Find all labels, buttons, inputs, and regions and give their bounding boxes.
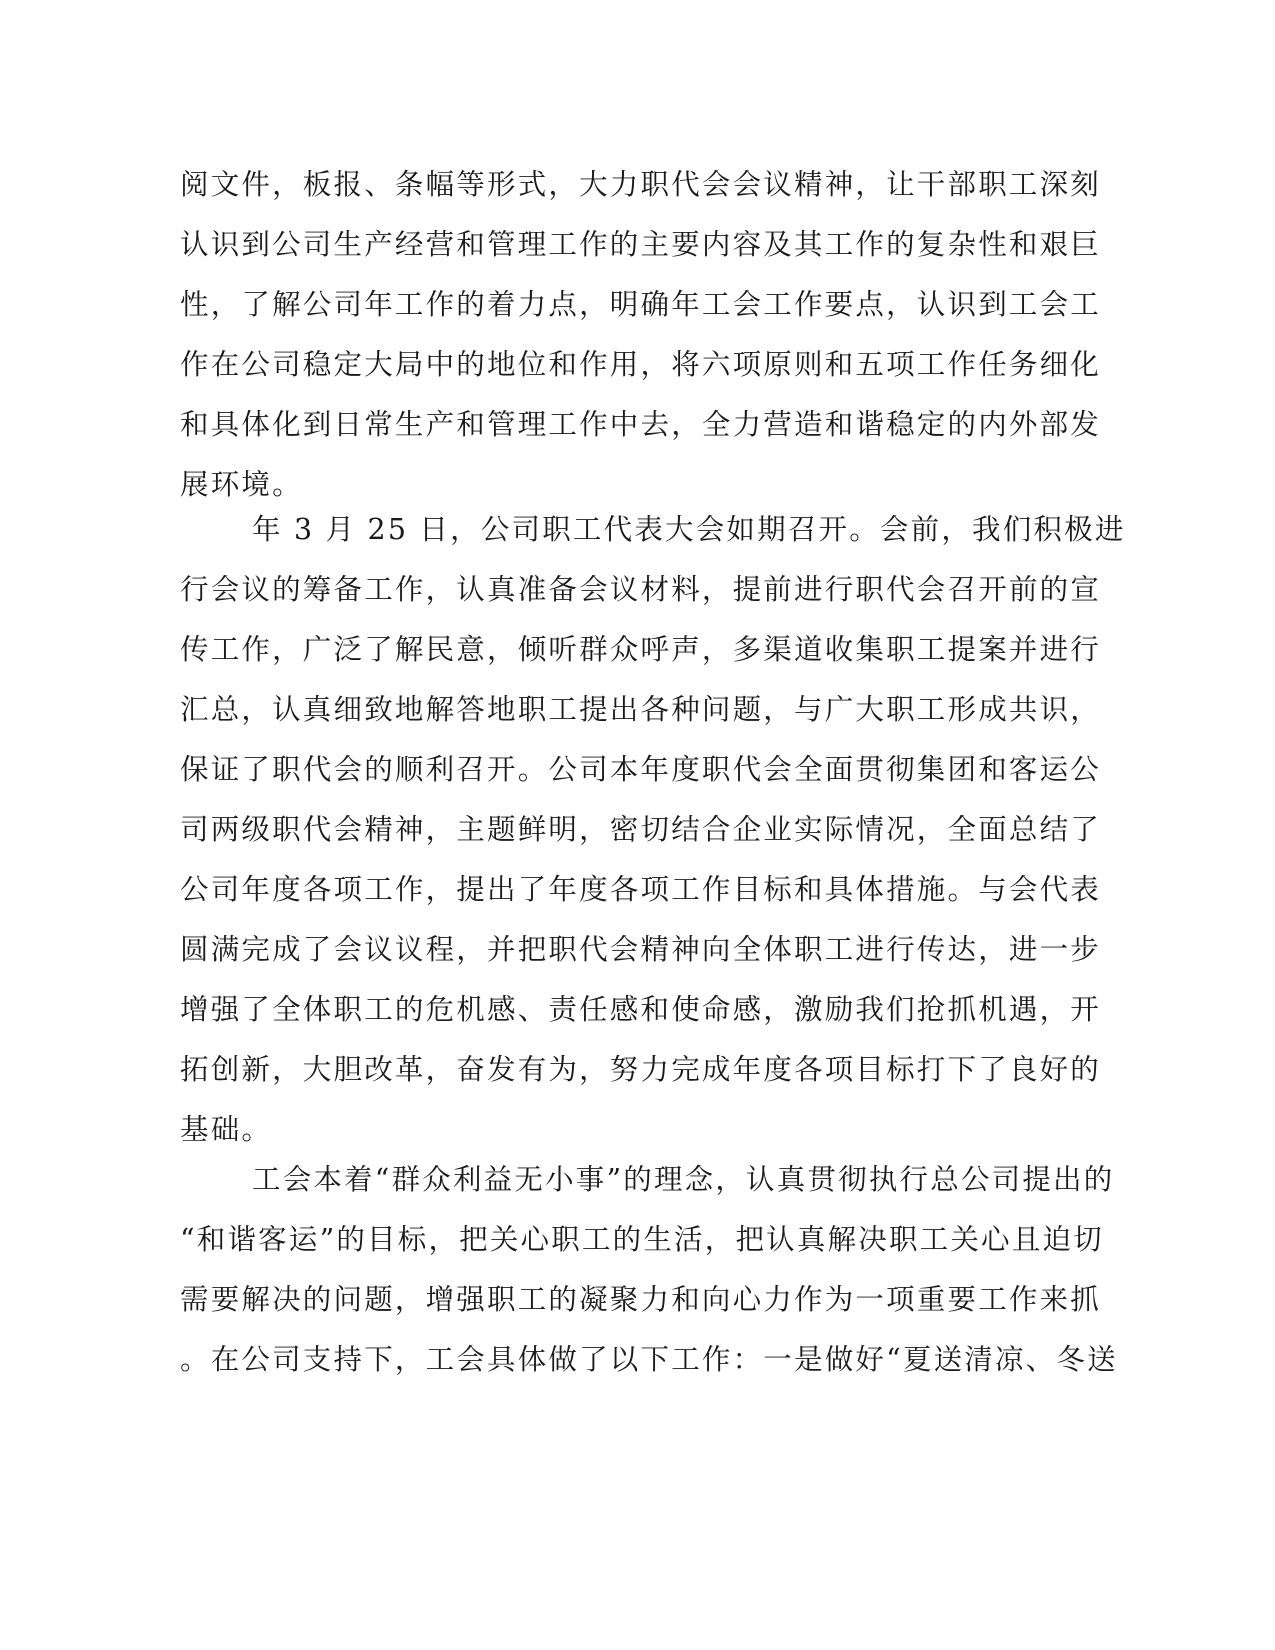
paragraph-line: 认识到公司生产经营和管理工作的主要内容及其工作的复杂性和艰巨 bbox=[180, 228, 1102, 261]
paragraph-line: 汇总，认真细致地解答地职工提出各种问题，与广大职工形成共识， bbox=[180, 693, 1102, 726]
paragraph-1 bbox=[180, 155, 1102, 515]
paragraph-line: 展环境。 bbox=[180, 468, 303, 501]
paragraph-line: 年 3 月 25 日，公司职工代表大会如期召开。会前，我们积极进 bbox=[252, 513, 1126, 546]
paragraph-line: 增强了全体职工的危机感、责任感和使命感，激励我们抢抓机遇，开 bbox=[180, 993, 1102, 1026]
paragraph-2 bbox=[180, 500, 1126, 1160]
paragraph-line: 作在公司稳定大局中的地位和作用，将六项原则和五项工作任务细化 bbox=[180, 348, 1102, 381]
paragraph-line: 阅文件，板报、条幅等形式，大力职代会会议精神，让干部职工深刻 bbox=[180, 168, 1102, 201]
paragraph-line: 行会议的筹备工作，认真准备会议材料，提前进行职代会召开前的宣 bbox=[180, 573, 1102, 606]
paragraph-line: 基础。 bbox=[180, 1113, 273, 1146]
paragraph-line: 传工作，广泛了解民意，倾听群众呼声，多渠道收集职工提案并进行 bbox=[180, 633, 1102, 666]
paragraph-3 bbox=[180, 1150, 1118, 1390]
paragraph-line: 公司年度各项工作，提出了年度各项工作目标和具体措施。与会代表 bbox=[180, 873, 1102, 906]
paragraph-line: “和谐客运”的目标，把关心职工的生活，把认真解决职工关心且迫切 bbox=[180, 1223, 1104, 1256]
paragraph-line: 圆满完成了会议议程，并把职代会精神向全体职工进行传达，进一步 bbox=[180, 933, 1102, 966]
paragraph-line: 工会本着“群众利益无小事”的理念，认真贯彻执行总公司提出的 bbox=[252, 1163, 1115, 1196]
paragraph-line: 需要解决的问题，增强职工的凝聚力和向心力作为一项重要工作来抓 bbox=[180, 1283, 1102, 1316]
paragraph-line: 性，了解公司年工作的着力点，明确年工会工作要点，认识到工会工 bbox=[180, 288, 1102, 321]
paragraph-line: 司两级职代会精神，主题鲜明，密切结合企业实际情况，全面总结了 bbox=[180, 813, 1102, 846]
paragraph-line: 拓创新，大胆改革，奋发有为，努力完成年度各项目标打下了良好的 bbox=[180, 1053, 1102, 1086]
paragraph-line: 。在公司支持下，工会具体做了以下工作：一是做好“夏送清凉、冬送 bbox=[180, 1343, 1118, 1376]
paragraph-line: 和具体化到日常生产和管理工作中去，全力营造和谐稳定的内外部发 bbox=[180, 408, 1102, 441]
paragraph-line: 保证了职代会的顺利召开。公司本年度职代会全面贯彻集团和客运公 bbox=[180, 753, 1102, 786]
